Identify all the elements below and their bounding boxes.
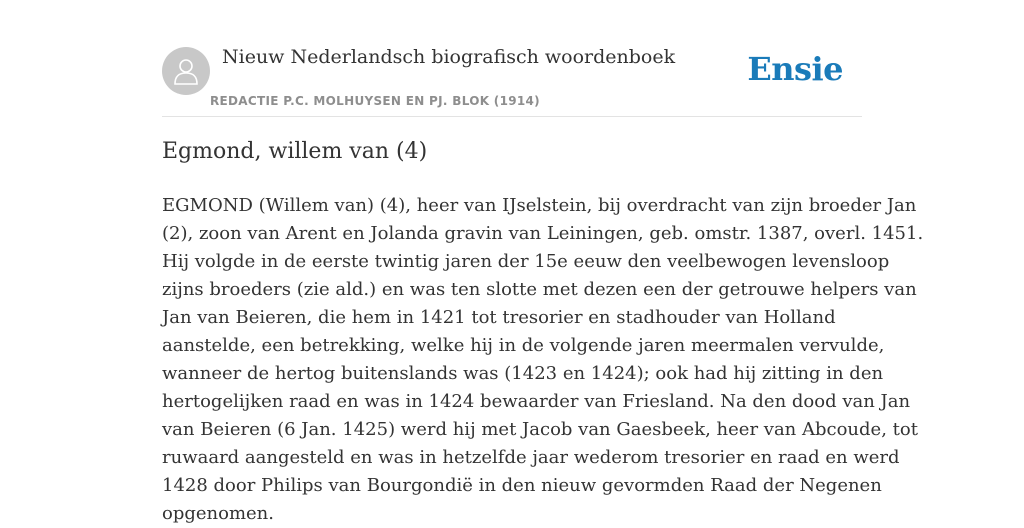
body-line: Hij volgde in de eerste twintig jaren der 15e eeuw den veelbewogen levensloop bbox=[162, 251, 890, 272]
body-line: hertogelijken raad en was in 1424 bewaarder van Friesland. Na den dood van Jan bbox=[162, 391, 911, 412]
entry-title: Egmond, willem van (4) bbox=[162, 139, 428, 164]
book-title[interactable]: Nieuw Nederlandsch biografisch woordenboek bbox=[222, 46, 676, 68]
body-line: 1428 door Philips van Bourgondië in den nieuw gevormden Raad der Negenen bbox=[162, 475, 882, 496]
brand-logo[interactable]: Ensie bbox=[747, 50, 843, 88]
avatar[interactable] bbox=[162, 47, 210, 95]
book-header bbox=[162, 40, 862, 117]
body-line: EGMOND (Willem van) (4), heer van IJselstein, bij overdracht van zijn broeder Jan bbox=[162, 195, 917, 216]
body-line: van Beieren (6 Jan. 1425) werd hij met Jacob van Gaesbeek, heer van Abcoude, tot bbox=[162, 419, 918, 440]
body-line: wanneer de hertog buitenslands was (1423 en 1424); ook had hij zitting in den bbox=[162, 363, 884, 384]
body-line: zijns broeders (zie ald.) en was ten slotte met dezen een der getrouwe helpers van bbox=[162, 279, 917, 300]
body-line: Jan van Beieren, die hem in 1421 tot tresorier en stadhouder van Holland bbox=[162, 307, 836, 328]
body-line: opgenomen. bbox=[162, 503, 274, 524]
body-line: (2), zoon van Arent en Jolanda gravin van Leiningen, geb. omstr. 1387, overl. 1451. bbox=[162, 223, 924, 244]
body-line: ruwaard aangesteld en was in hetzelfde jaar wederom tresorier en raad en werd bbox=[162, 447, 900, 468]
editors-byline: REDACTIE P.C. MOLHUYSEN EN PJ. BLOK (1914) bbox=[210, 94, 540, 108]
entry-body bbox=[162, 192, 924, 528]
body-line: aanstelde, een betrekking, welke hij in de volgende jaren meermalen vervulde, bbox=[162, 335, 885, 356]
user-icon bbox=[173, 57, 199, 85]
